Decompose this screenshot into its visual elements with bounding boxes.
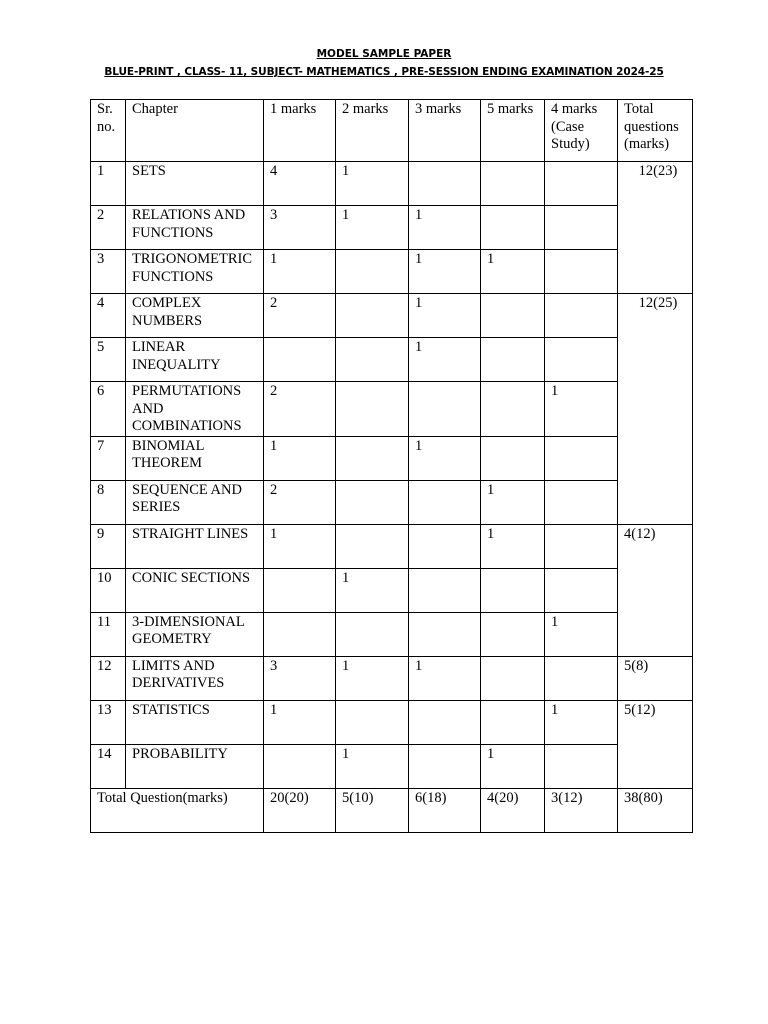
table-row	[91, 568, 693, 612]
marks-1-cell: 2	[264, 382, 336, 437]
marks-1-cell: 1	[264, 250, 336, 294]
marks-4-cell	[545, 436, 618, 480]
chapter-cell: LIMITS AND DERIVATIVES	[126, 656, 264, 700]
group-total-cell: 4(12)	[618, 524, 693, 656]
chapter-cell: CONIC SECTIONS	[126, 568, 264, 612]
marks-5-cell	[481, 162, 545, 206]
marks-4-cell: 1	[545, 612, 618, 656]
sr-cell: 6	[91, 382, 126, 437]
marks-1-cell	[264, 744, 336, 788]
chapter-cell: RELATIONS AND FUNCTIONS	[126, 206, 264, 250]
marks-3-cell: 1	[409, 294, 481, 338]
marks-4-cell	[545, 568, 618, 612]
marks-5-cell	[481, 382, 545, 437]
marks-3-cell: 1	[409, 338, 481, 382]
marks-5-cell: 1	[481, 524, 545, 568]
marks-4-cell	[545, 744, 618, 788]
marks-1-cell: 4	[264, 162, 336, 206]
table-row	[91, 612, 693, 656]
sr-cell: 11	[91, 612, 126, 656]
marks-3-cell	[409, 744, 481, 788]
table-row	[91, 250, 693, 294]
marks-2-cell	[336, 250, 409, 294]
header-sr-no: Sr. no.	[91, 100, 126, 162]
chapter-cell: STRAIGHT LINES	[126, 524, 264, 568]
document-subtitle: BLUE-PRINT , CLASS- 11, SUBJECT- MATHEMATICS , PRE-SESSION ENDING EXAMINATION 2024-25	[104, 66, 664, 78]
marks-3-cell	[409, 700, 481, 744]
marks-1-cell: 1	[264, 436, 336, 480]
marks-4-cell	[545, 250, 618, 294]
marks-2-cell: 1	[336, 744, 409, 788]
table-row	[91, 524, 693, 568]
sr-cell: 8	[91, 480, 126, 524]
marks-3-cell: 1	[409, 436, 481, 480]
marks-1-cell	[264, 338, 336, 382]
marks-3-cell	[409, 382, 481, 437]
marks-3-cell	[409, 162, 481, 206]
sr-cell: 9	[91, 524, 126, 568]
marks-5-cell	[481, 568, 545, 612]
sr-cell: 10	[91, 568, 126, 612]
header-4-marks-case-study: 4 marks (Case Study)	[545, 100, 618, 162]
marks-1-cell: 2	[264, 294, 336, 338]
chapter-cell: BINOMIAL THEOREM	[126, 436, 264, 480]
table-row	[91, 162, 693, 206]
chapter-cell: STATISTICS	[126, 700, 264, 744]
marks-2-cell	[336, 382, 409, 437]
marks-2-cell	[336, 612, 409, 656]
marks-2-cell	[336, 436, 409, 480]
blueprint-table	[90, 99, 693, 833]
chapter-cell: COMPLEX NUMBERS	[126, 294, 264, 338]
marks-3-cell	[409, 612, 481, 656]
marks-3-cell	[409, 568, 481, 612]
sr-cell: 12	[91, 656, 126, 700]
marks-1-cell: 3	[264, 656, 336, 700]
marks-5-cell	[481, 294, 545, 338]
marks-5-cell: 1	[481, 744, 545, 788]
marks-5-cell	[481, 700, 545, 744]
marks-4-cell	[545, 162, 618, 206]
document-title: MODEL SAMPLE PAPER	[316, 48, 452, 60]
header-1-marks: 1 marks	[264, 100, 336, 162]
marks-5-cell	[481, 436, 545, 480]
chapter-cell: PERMUTATIONS AND COMBINATIONS	[126, 382, 264, 437]
chapter-cell: SEQUENCE AND SERIES	[126, 480, 264, 524]
marks-1-cell	[264, 568, 336, 612]
grand-total: 38(80)	[618, 788, 693, 832]
marks-4-cell	[545, 338, 618, 382]
chapter-cell: TRIGONOMETRIC FUNCTIONS	[126, 250, 264, 294]
marks-3-cell: 1	[409, 206, 481, 250]
sr-cell: 2	[91, 206, 126, 250]
total-label: Total Question(marks)	[91, 788, 264, 832]
chapter-cell: 3-DIMENSIONAL GEOMETRY	[126, 612, 264, 656]
sr-cell: 14	[91, 744, 126, 788]
table-row	[91, 656, 693, 700]
table-row	[91, 744, 693, 788]
table-row	[91, 294, 693, 338]
marks-2-cell	[336, 524, 409, 568]
total-5-marks: 4(20)	[481, 788, 545, 832]
marks-4-cell	[545, 480, 618, 524]
header-5-marks: 5 marks	[481, 100, 545, 162]
header-chapter: Chapter	[126, 100, 264, 162]
total-3-marks: 6(18)	[409, 788, 481, 832]
header-2-marks: 2 marks	[336, 100, 409, 162]
table-row	[91, 700, 693, 744]
sr-cell: 7	[91, 436, 126, 480]
marks-5-cell	[481, 206, 545, 250]
marks-1-cell: 1	[264, 524, 336, 568]
chapter-cell: PROBABILITY	[126, 744, 264, 788]
sr-cell: 4	[91, 294, 126, 338]
table-row	[91, 480, 693, 524]
marks-5-cell: 1	[481, 250, 545, 294]
sr-cell: 3	[91, 250, 126, 294]
marks-5-cell	[481, 656, 545, 700]
marks-1-cell: 2	[264, 480, 336, 524]
header-total-questions: Total questions (marks)	[618, 100, 693, 162]
marks-5-cell	[481, 612, 545, 656]
total-2-marks: 5(10)	[336, 788, 409, 832]
marks-2-cell: 1	[336, 206, 409, 250]
marks-3-cell	[409, 524, 481, 568]
marks-2-cell: 1	[336, 162, 409, 206]
total-4-marks: 3(12)	[545, 788, 618, 832]
marks-1-cell: 3	[264, 206, 336, 250]
marks-2-cell: 1	[336, 656, 409, 700]
marks-4-cell	[545, 524, 618, 568]
marks-1-cell	[264, 612, 336, 656]
marks-5-cell	[481, 338, 545, 382]
sr-cell: 5	[91, 338, 126, 382]
table-row	[91, 382, 693, 437]
marks-4-cell: 1	[545, 382, 618, 437]
sr-cell: 13	[91, 700, 126, 744]
marks-3-cell: 1	[409, 250, 481, 294]
marks-4-cell: 1	[545, 700, 618, 744]
marks-2-cell	[336, 700, 409, 744]
marks-4-cell	[545, 656, 618, 700]
total-row	[91, 788, 693, 832]
group-total-cell: 5(8)	[618, 656, 693, 700]
header-3-marks: 3 marks	[409, 100, 481, 162]
marks-3-cell	[409, 480, 481, 524]
marks-2-cell	[336, 294, 409, 338]
group-total-cell: 12(23)	[618, 162, 693, 294]
marks-2-cell	[336, 338, 409, 382]
chapter-cell: LINEAR INEQUALITY	[126, 338, 264, 382]
marks-4-cell	[545, 206, 618, 250]
marks-2-cell: 1	[336, 568, 409, 612]
marks-4-cell	[545, 294, 618, 338]
table-row	[91, 338, 693, 382]
table-row	[91, 206, 693, 250]
sr-cell: 1	[91, 162, 126, 206]
group-total-cell: 12(25)	[618, 294, 693, 525]
marks-3-cell: 1	[409, 656, 481, 700]
total-1-marks: 20(20)	[264, 788, 336, 832]
chapter-cell: SETS	[126, 162, 264, 206]
table-row	[91, 436, 693, 480]
marks-1-cell: 1	[264, 700, 336, 744]
header-row	[91, 100, 693, 162]
group-total-cell: 5(12)	[618, 700, 693, 788]
marks-2-cell	[336, 480, 409, 524]
marks-5-cell: 1	[481, 480, 545, 524]
